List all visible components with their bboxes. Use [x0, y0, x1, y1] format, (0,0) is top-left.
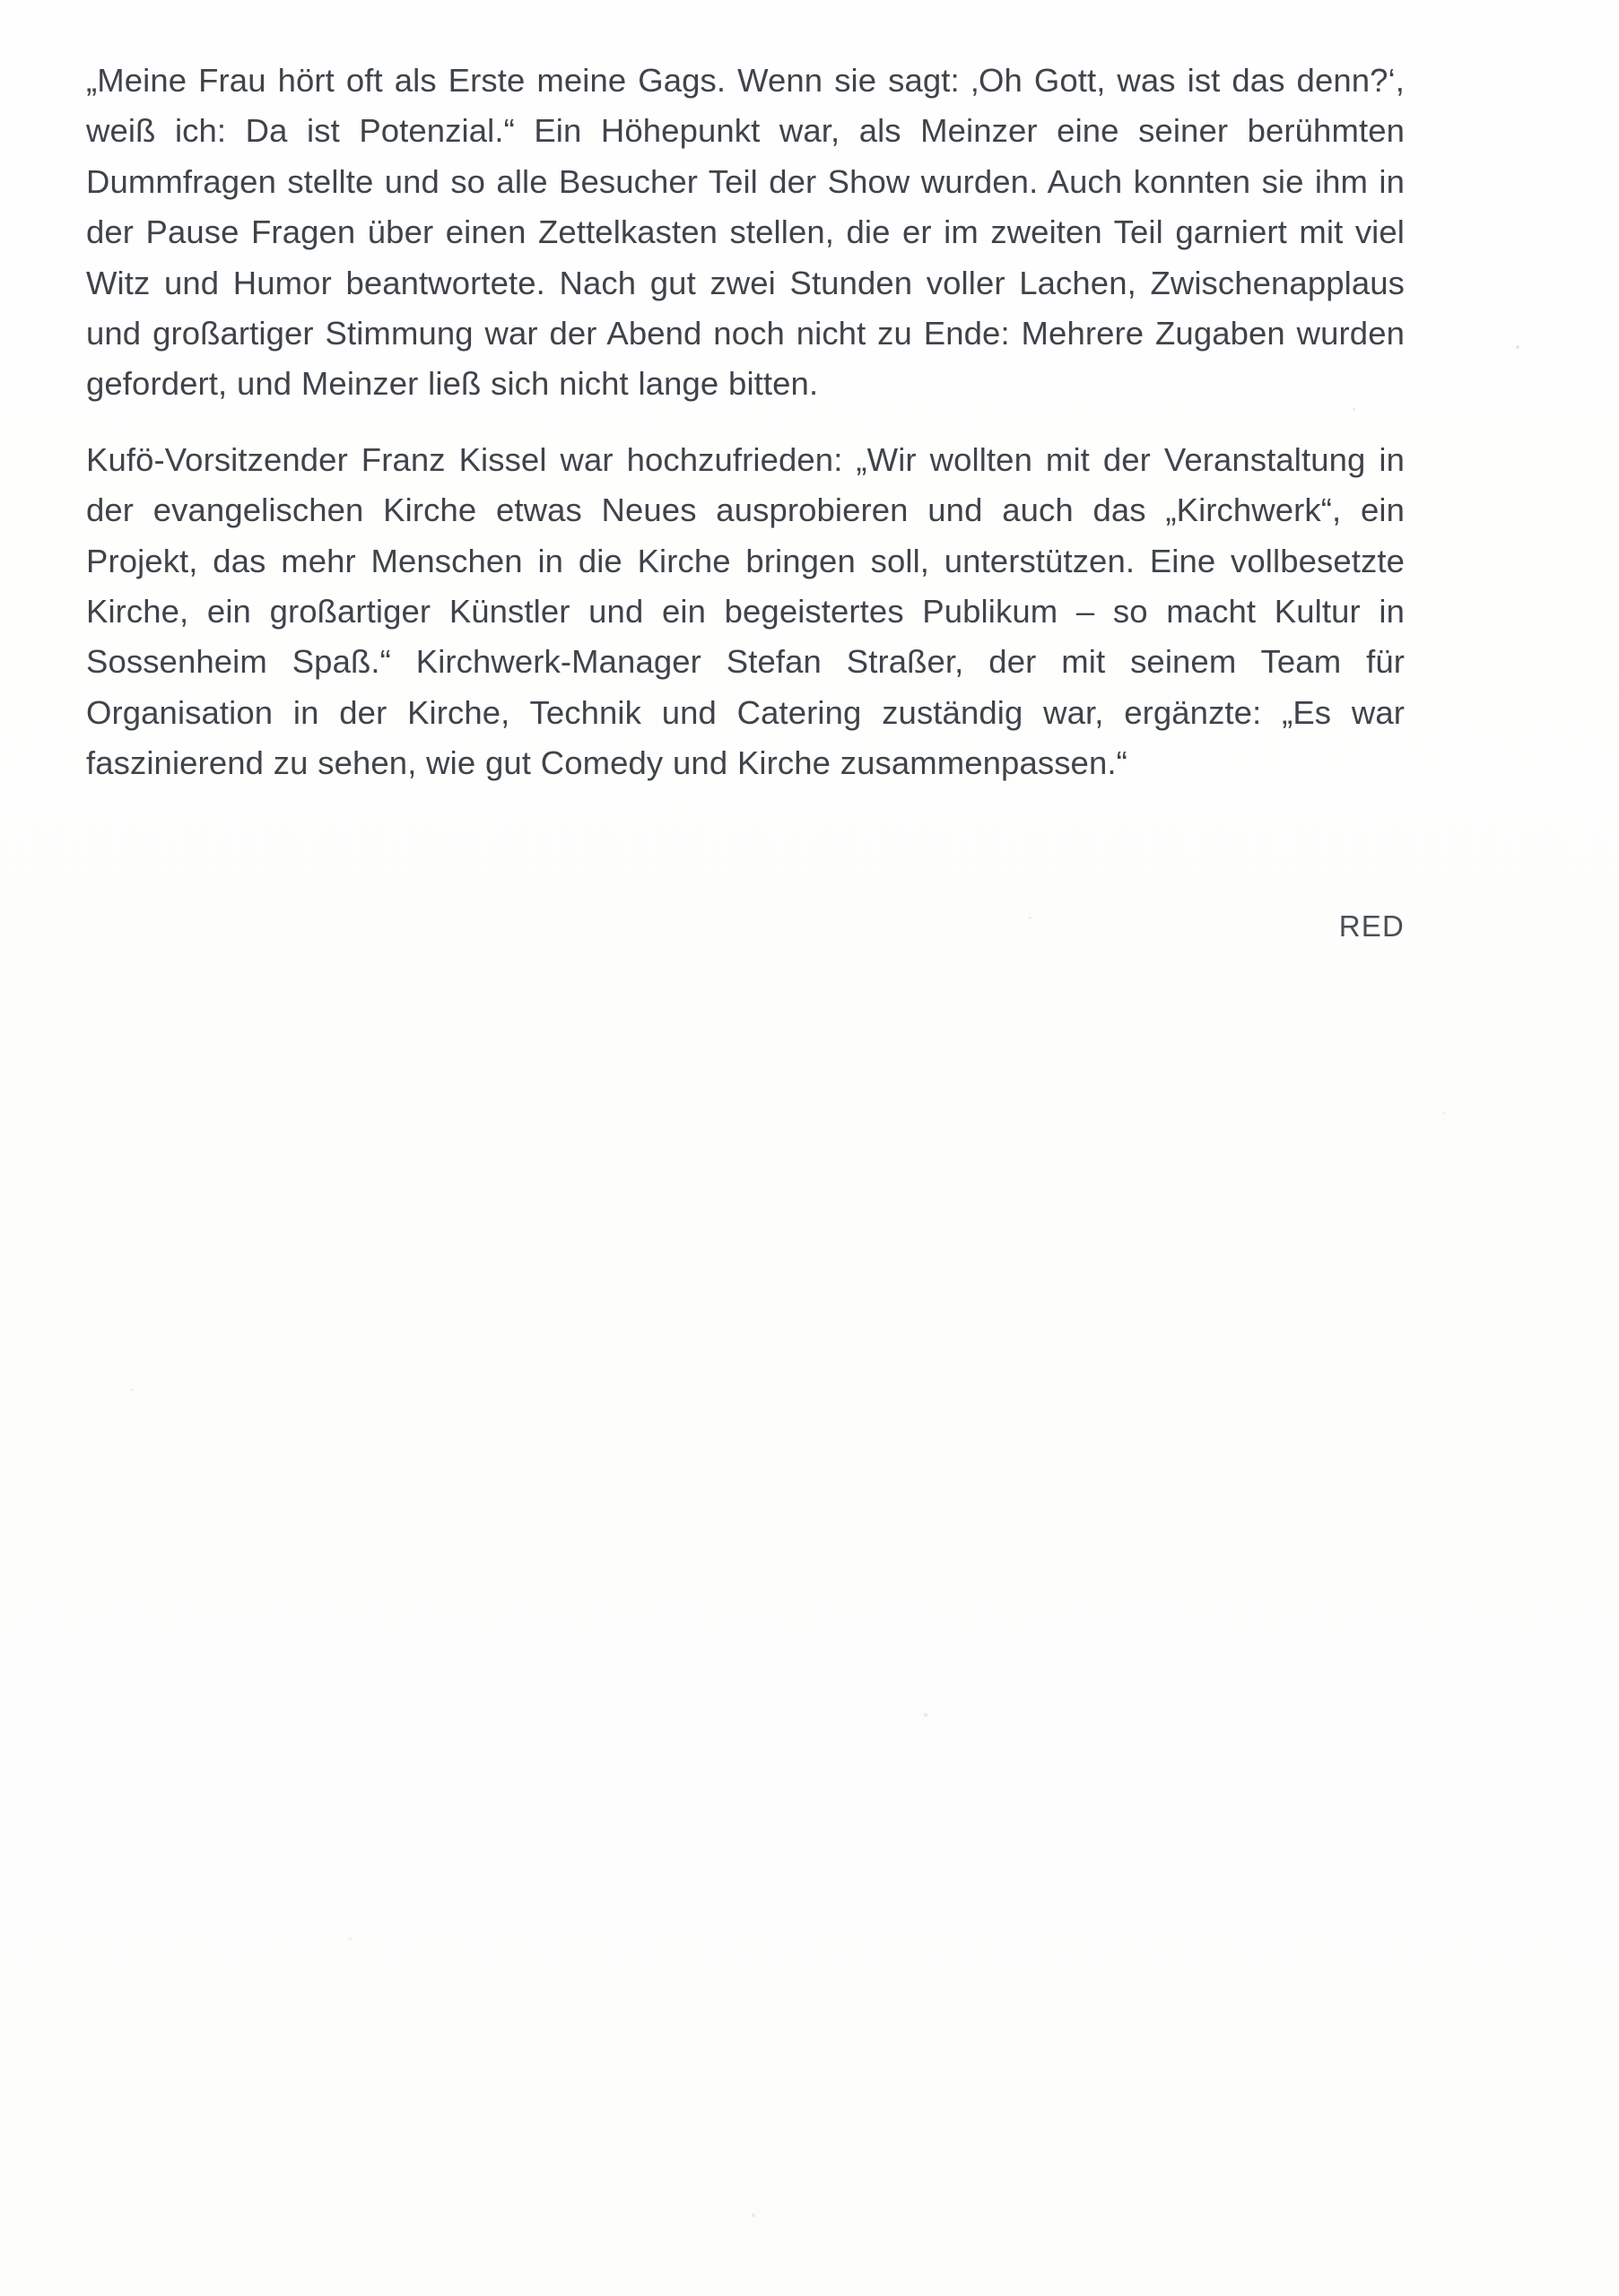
scan-speckle [1353, 408, 1355, 411]
article-paragraph: „Meine Frau hört oft als Erste meine Gags. Wenn sie sagt: ‚Oh Gott, was ist das denn?‘, weiß ich: Da ist Potenzial.“ Ein Höhepunkt war, als Meinzer eine seiner berühmten Dummfragen stellte und so alle Besucher Teil der Show wurden. Auch konnten sie ihm in der Pause Fragen über einen Zettelkasten stellen, die er im zweiten Teil garniert mit viel Witz und Humor beantwortete. Nach gut zwei Stunden voller Lachen, Zwischenapplaus und großartiger Stimmung war der Abend noch nicht zu Ende: Mehrere Zugaben wurden gefordert, und Meinzer ließ sich nicht lange bitten. [86, 62, 1405, 403]
article-byline: RED [1338, 909, 1405, 943]
scan-speckle [1516, 345, 1519, 349]
scan-speckle [349, 1937, 352, 1940]
scan-speckle [924, 1713, 927, 1717]
article-paragraph: Kufö-Vorsitzender Franz Kissel war hochzufrieden: „Wir wollten mit der Veranstaltung in der evangelischen Kirche etwas Neues ausprobieren und auch das „Kirchwerk“, ein Projekt, das mehr Menschen in die Kirche bringen soll, unterstützen. Eine vollbesetzte Kirche, ein großartiger Künstler und ein begeistertes Publikum – so macht Kultur in Sossenheim Spaß.“ Kirchwerk-Manager Stefan Straßer, der mit seinem Team für Organisation in der Kirche, Technik und Catering zuständig war, ergänzte: „Es war faszinierend zu sehen, wie gut Comedy und Kirche zusammenpassen.“ [86, 440, 1405, 782]
scan-speckle [131, 1388, 134, 1391]
scan-speckle [1029, 917, 1031, 919]
scan-speckle [1442, 1112, 1445, 1115]
article-body [86, 56, 1405, 788]
scan-speckle [752, 2213, 755, 2217]
